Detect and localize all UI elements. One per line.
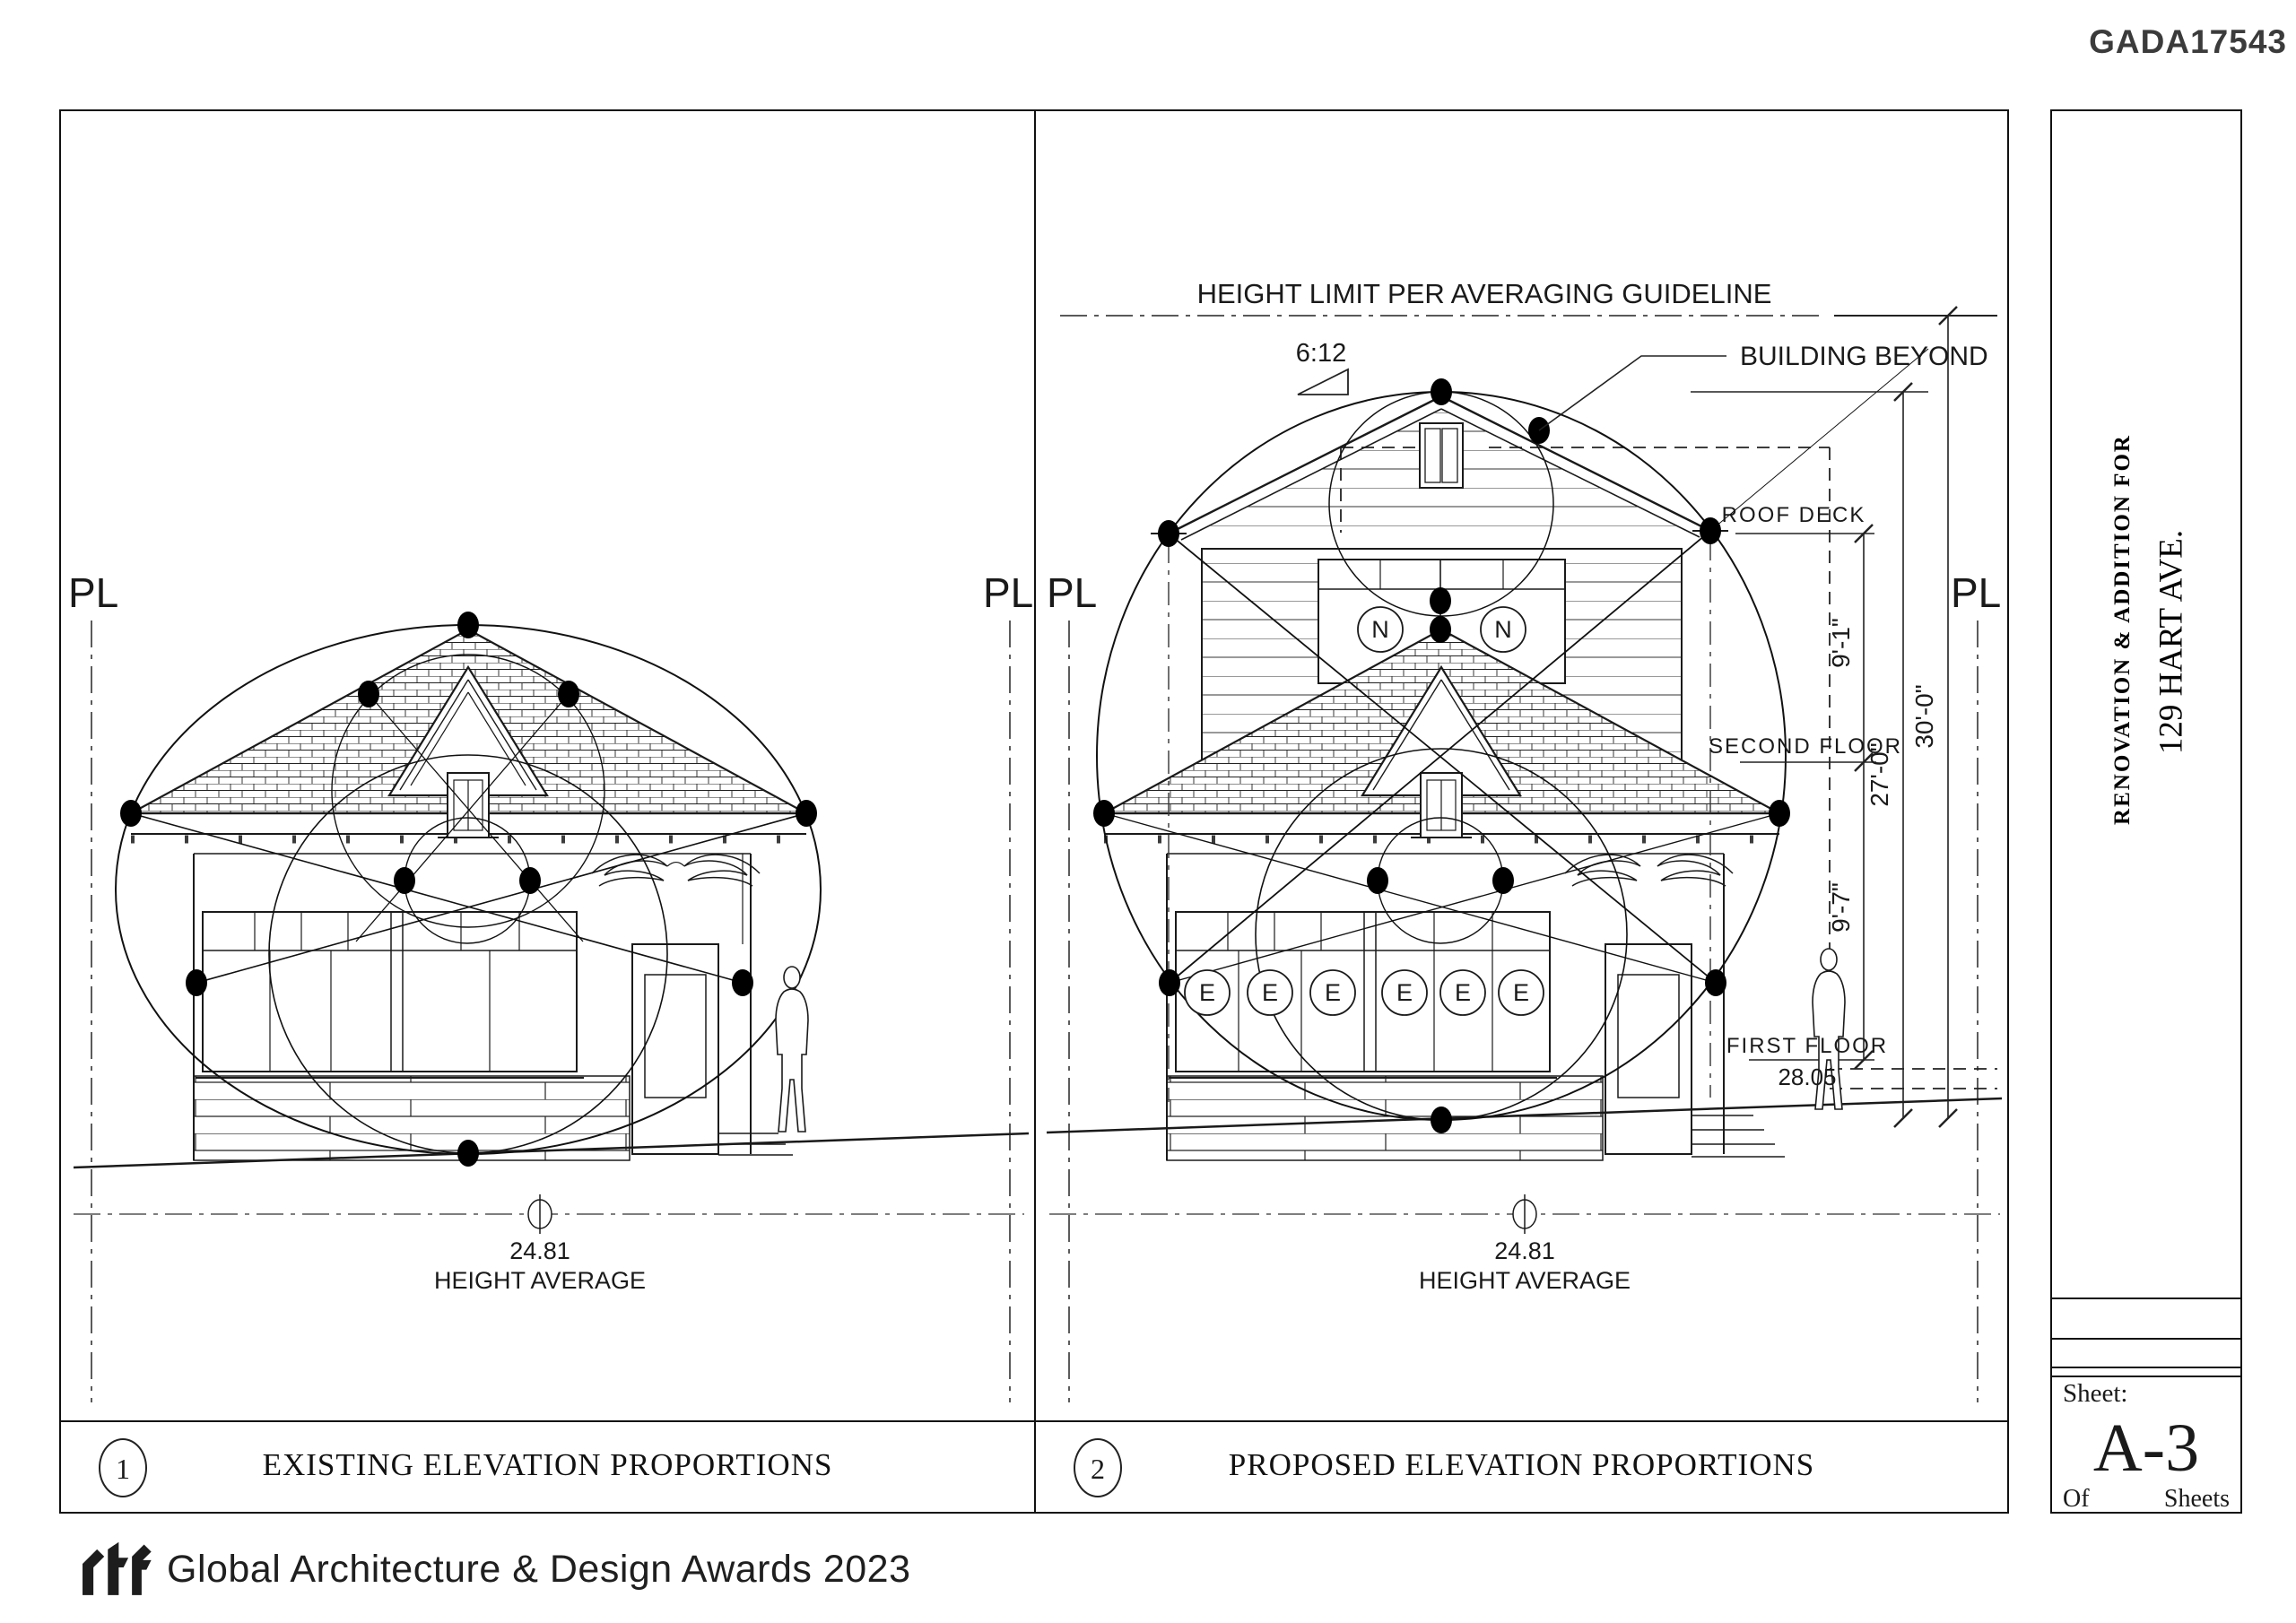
roof-slope-symbol [1298, 369, 1348, 395]
title-block [2050, 109, 2242, 1514]
sheet-count-label: Sheets [2163, 1485, 2230, 1513]
building-beyond-label: BUILDING BEYOND [1740, 342, 1988, 371]
proposed-titlebar [1036, 1420, 2007, 1512]
pl-left-label: PL [1047, 569, 1098, 616]
drawing-number-2: 2 [1074, 1438, 1122, 1497]
first-floor-elevation: 28.05 [1778, 1063, 1837, 1090]
dim-9-7: 9'-7" [1827, 882, 1855, 933]
proposed-elevation-drawing [1036, 111, 2005, 1422]
sheet-of-label: Of [2063, 1485, 2090, 1513]
existing-house [131, 629, 806, 1160]
awards-footer-text: Global Architecture & Design Awards 2023 [167, 1547, 911, 1591]
project-name-line1: RENOVATION & ADDITION FOR [2110, 434, 2135, 825]
existing-elevation-drawing [61, 111, 1034, 1422]
existing-window-tag: E [1324, 979, 1342, 1006]
dim-9-1: 9'-1" [1827, 618, 1855, 668]
titleblock-divider [2052, 1367, 2240, 1368]
project-name-line2: 129 HART AVE. [2152, 529, 2190, 755]
pl-left-label: PL [68, 569, 119, 616]
height-average-label: HEIGHT AVERAGE [433, 1267, 647, 1294]
roof-deck-label: ROOF DECK [1721, 503, 1866, 527]
existing-window-tag: E [1261, 979, 1279, 1006]
titleblock-divider [2052, 1376, 2240, 1377]
proposed-elevation-panel [1036, 109, 2009, 1514]
titleblock-divider [2052, 1338, 2240, 1340]
first-floor-label: FIRST FLOOR [1726, 1034, 1889, 1058]
dim-27-0: 27'-0" [1866, 742, 1893, 807]
porch-scroll-ornament [592, 855, 760, 886]
titleblock-divider [2052, 1298, 2240, 1299]
existing-drawing-title: EXISTING ELEVATION PROPORTIONS [262, 1447, 833, 1482]
proposed-drawing-title: PROPOSED ELEVATION PROPORTIONS [1228, 1447, 1815, 1482]
height-average-value: 24.81 [509, 1237, 570, 1264]
rtf-logo-icon [79, 1532, 154, 1607]
height-limit-line [1060, 307, 1997, 325]
existing-window-tag: E [1198, 979, 1216, 1006]
scale-figure-existing [776, 967, 808, 1132]
new-window-tag: N [1494, 616, 1512, 643]
dim-30-0: 30'-0" [1910, 684, 1938, 749]
pl-right-label: PL [1951, 569, 2002, 616]
pl-right-label: PL [983, 569, 1034, 616]
existing-window-tag: E [1454, 979, 1472, 1006]
building-beyond-leader [1539, 356, 1726, 430]
existing-window-tag: E [1512, 979, 1530, 1006]
existing-window-tag: E [1396, 979, 1413, 1006]
sheet-label: Sheet: [2063, 1379, 2128, 1408]
slope-label: 6:12 [1295, 339, 1347, 368]
drawing-number-1: 1 [99, 1438, 147, 1497]
height-average-value: 24.81 [1494, 1237, 1555, 1264]
height-limit-label: HEIGHT LIMIT PER AVERAGING GUIDELINE [1196, 278, 1772, 309]
second-floor-label: SECOND FLOOR [1708, 734, 1903, 759]
porch-scroll-ornament-proposed [1565, 855, 1733, 886]
award-entry-code: GADA17543 [2089, 23, 2287, 60]
new-window-tag: N [1371, 616, 1389, 643]
sheet-number: A-3 [2092, 1410, 2200, 1486]
existing-titlebar [61, 1420, 1034, 1512]
height-average-label: HEIGHT AVERAGE [1418, 1267, 1631, 1294]
awards-footer [79, 1530, 911, 1609]
existing-elevation-panel [59, 109, 1036, 1514]
